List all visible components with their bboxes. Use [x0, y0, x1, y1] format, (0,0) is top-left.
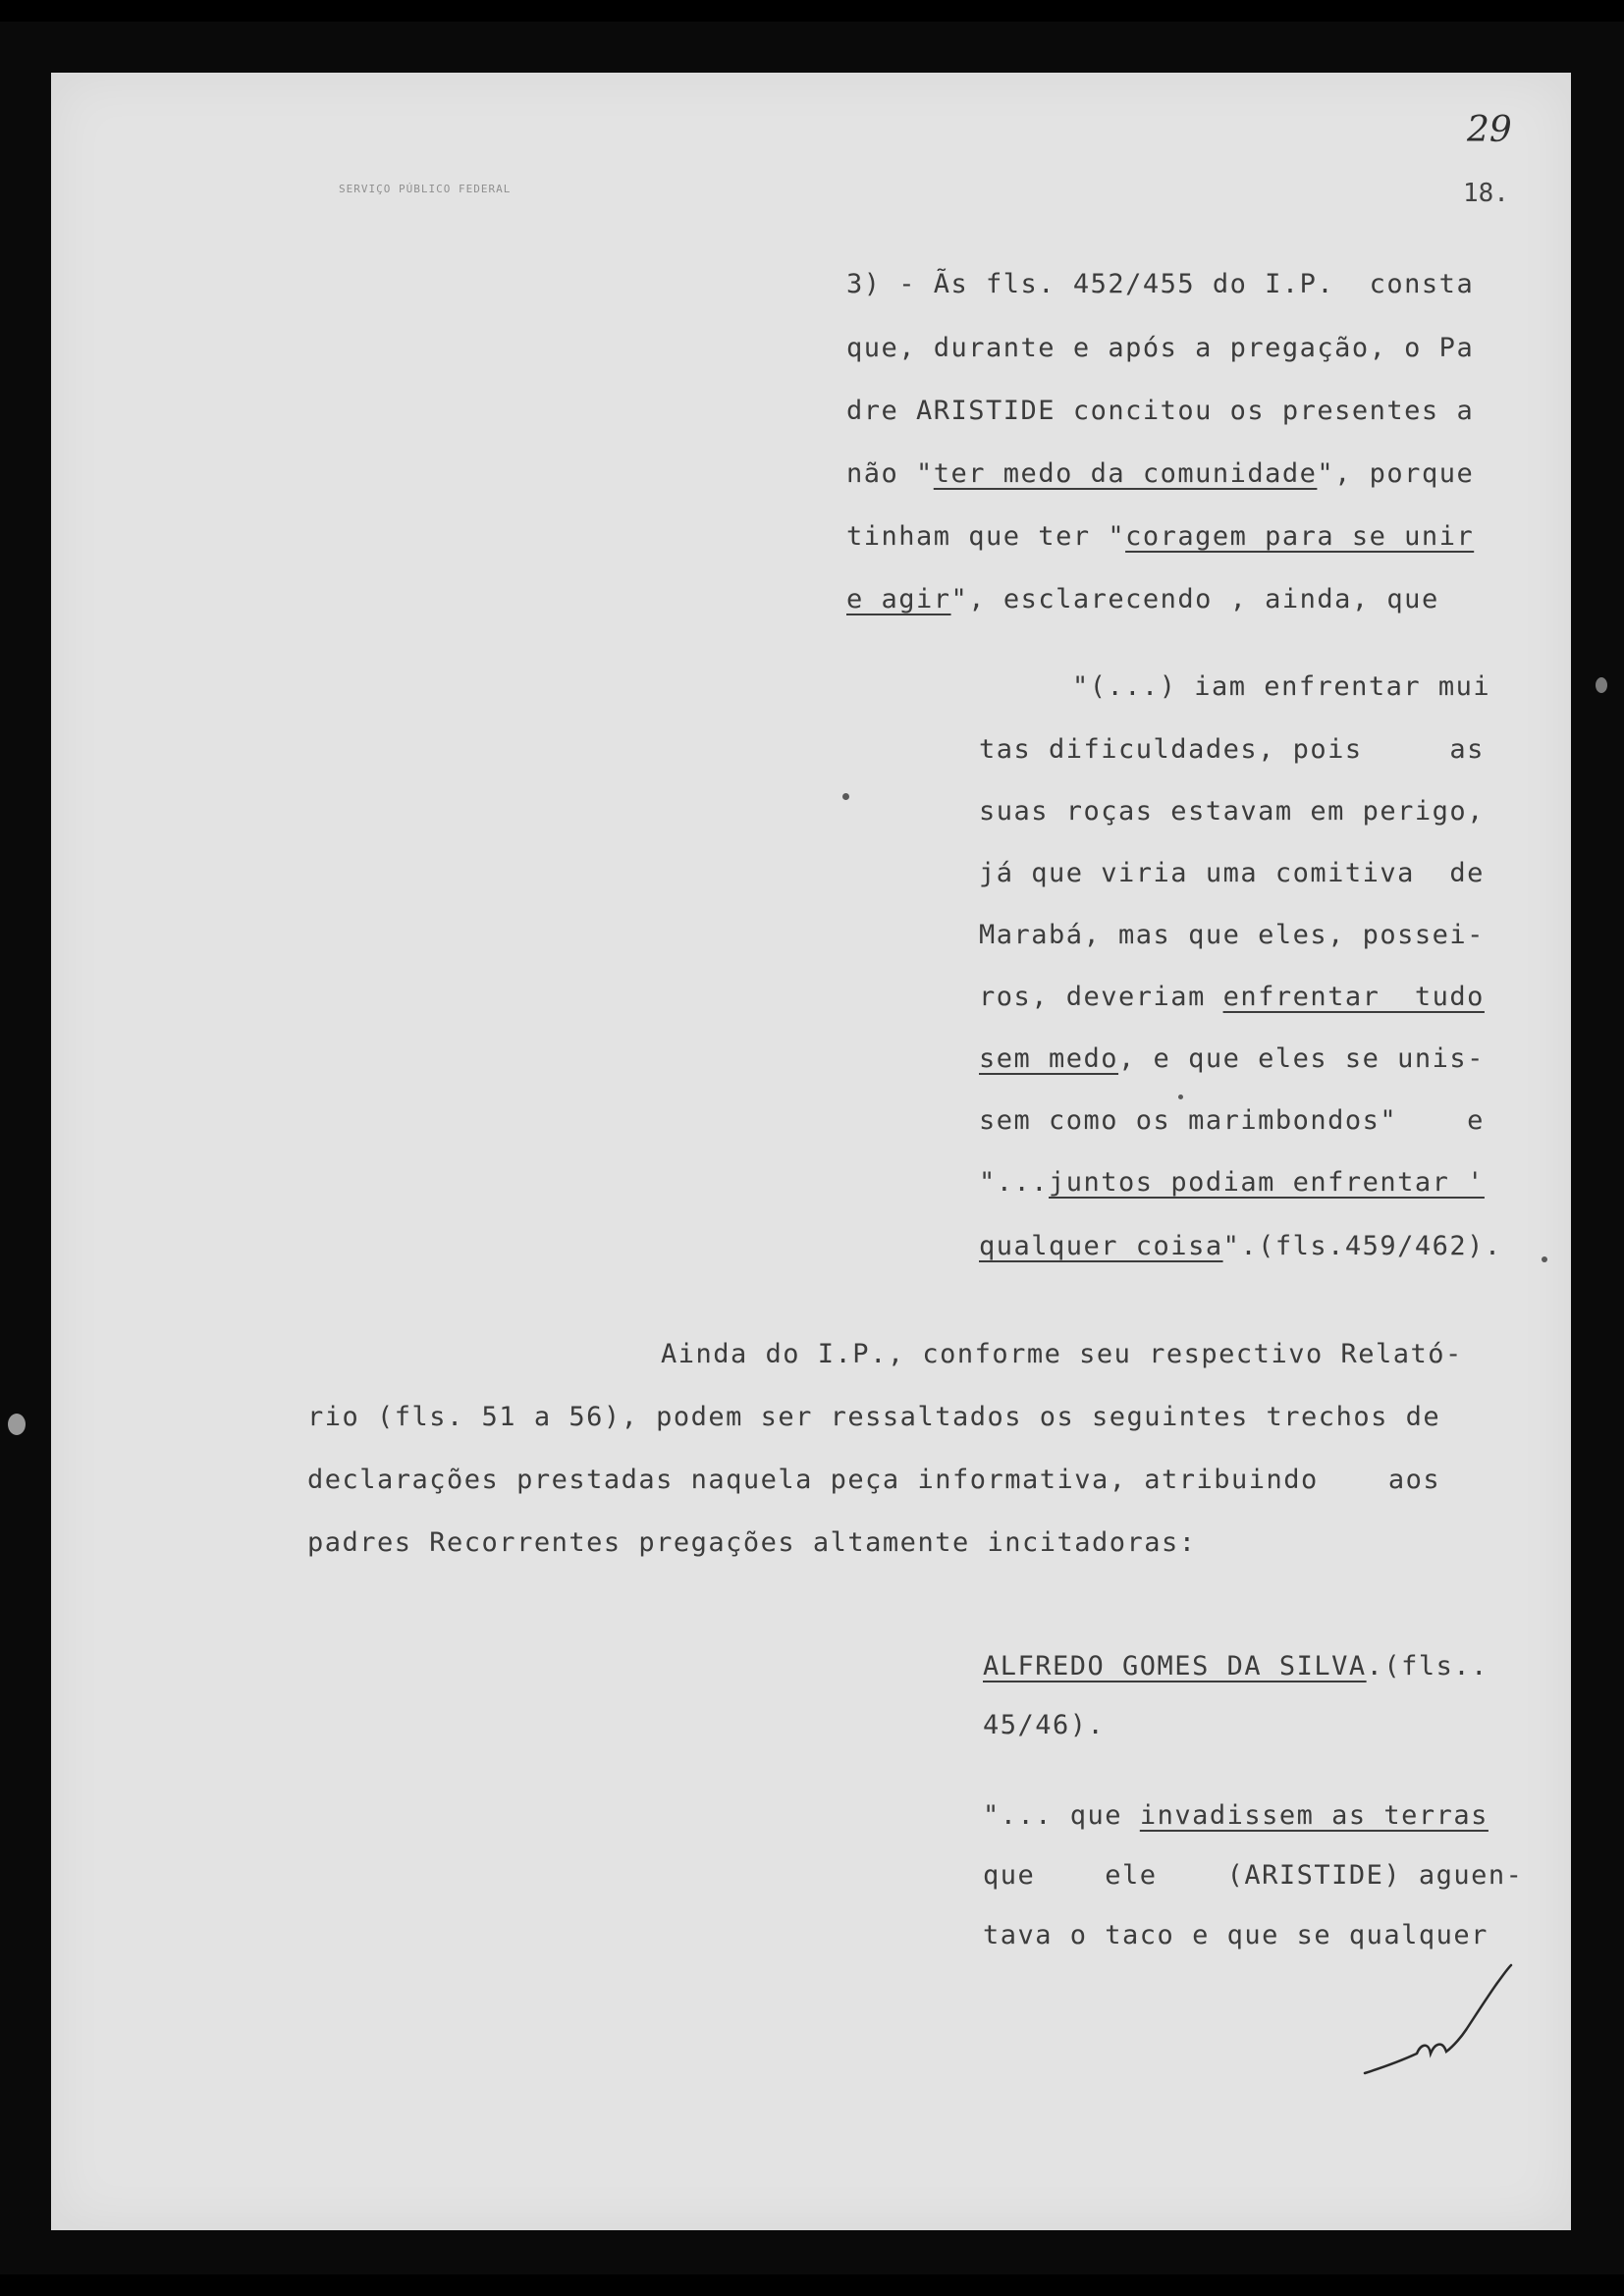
section3-line-2: que, durante e após a pregação, o Pa — [846, 333, 1475, 363]
paragraph2-line-1: Ainda do I.P., conforme seu respectivo Relató- — [661, 1339, 1463, 1369]
underlined-phrase: juntos podiam enfrentar ' — [1049, 1167, 1485, 1198]
quote1-line-10: qualquer coisa".(fls.459/462). — [979, 1231, 1502, 1261]
quote2-line-2: que ele (ARISTIDE) aguen- — [983, 1860, 1524, 1891]
witness-name: ALFREDO GOMES DA SILVA — [983, 1651, 1367, 1682]
scan-speck — [8, 1414, 26, 1435]
underlined-phrase: sem medo — [979, 1043, 1119, 1074]
scan-bottom-border — [0, 2274, 1624, 2296]
underlined-phrase: qualquer coisa — [979, 1231, 1223, 1261]
paragraph2-line-2: rio (fls. 51 a 56), podem ser ressaltados os seguintes trechos de — [307, 1402, 1441, 1432]
signature-mark — [1360, 1963, 1537, 2101]
quote1-line-2: tas dificuldades, pois as — [979, 734, 1485, 765]
letterhead-text: SERVIÇO PÚBLICO FEDERAL — [339, 183, 512, 195]
witness-line-1: ALFREDO GOMES DA SILVA.(fls.. — [983, 1651, 1489, 1682]
handwritten-folio-number: 29 — [1467, 110, 1512, 150]
quote1-line-8: sem como os marimbondos" e — [979, 1105, 1485, 1136]
scan-top-border — [0, 0, 1624, 22]
scan-speck — [842, 793, 849, 800]
page-number: 18. — [1463, 179, 1509, 208]
quote1-line-5: Marabá, mas que eles, possei- — [979, 920, 1485, 950]
paragraph2-line-4: padres Recorrentes pregações altamente incitadoras: — [307, 1527, 1197, 1558]
quote1-line-7: sem medo, e que eles se unis- — [979, 1043, 1485, 1074]
section3-line-4: não "ter medo da comunidade", porque — [846, 458, 1475, 489]
scan-speck — [1542, 1256, 1547, 1262]
witness-line-2: 45/46). — [983, 1710, 1106, 1740]
scan-speck — [1178, 1095, 1183, 1099]
scan-speck — [1596, 677, 1607, 693]
quote2-line-1: "... que invadissem as terras — [983, 1800, 1489, 1831]
paragraph2-line-3: declarações prestadas naquela peça informativa, atribuindo aos — [307, 1465, 1441, 1495]
section3-line-6: e agir", esclarecendo , ainda, que — [846, 584, 1439, 614]
section3-line-3: dre ARISTIDE concitou os presentes a — [846, 396, 1475, 426]
section3-line-5: tinham que ter "coragem para se unir — [846, 521, 1475, 552]
underlined-phrase: enfrentar tudo — [1222, 982, 1485, 1012]
section3-line-1: 3) - Ãs fls. 452/455 do I.P. consta — [846, 269, 1475, 299]
quote1-line-1: "(...) iam enfrentar mui — [1072, 671, 1491, 702]
quote2-line-3: tava o taco e que se qualquer — [983, 1920, 1489, 1950]
quote1-line-3: suas roças estavam em perigo, — [979, 796, 1485, 827]
underlined-phrase: e agir — [846, 584, 951, 614]
quote1-line-4: já que viria uma comitiva de — [979, 858, 1485, 888]
underlined-phrase: ter medo da comunidade — [933, 458, 1318, 489]
underlined-phrase: invadissem as terras — [1139, 1800, 1489, 1831]
quote1-line-9: "...juntos podiam enfrentar ' — [979, 1167, 1485, 1198]
quote1-line-6: ros, deveriam enfrentar tudo — [979, 982, 1485, 1012]
underlined-phrase: coragem para se unir — [1125, 521, 1475, 552]
